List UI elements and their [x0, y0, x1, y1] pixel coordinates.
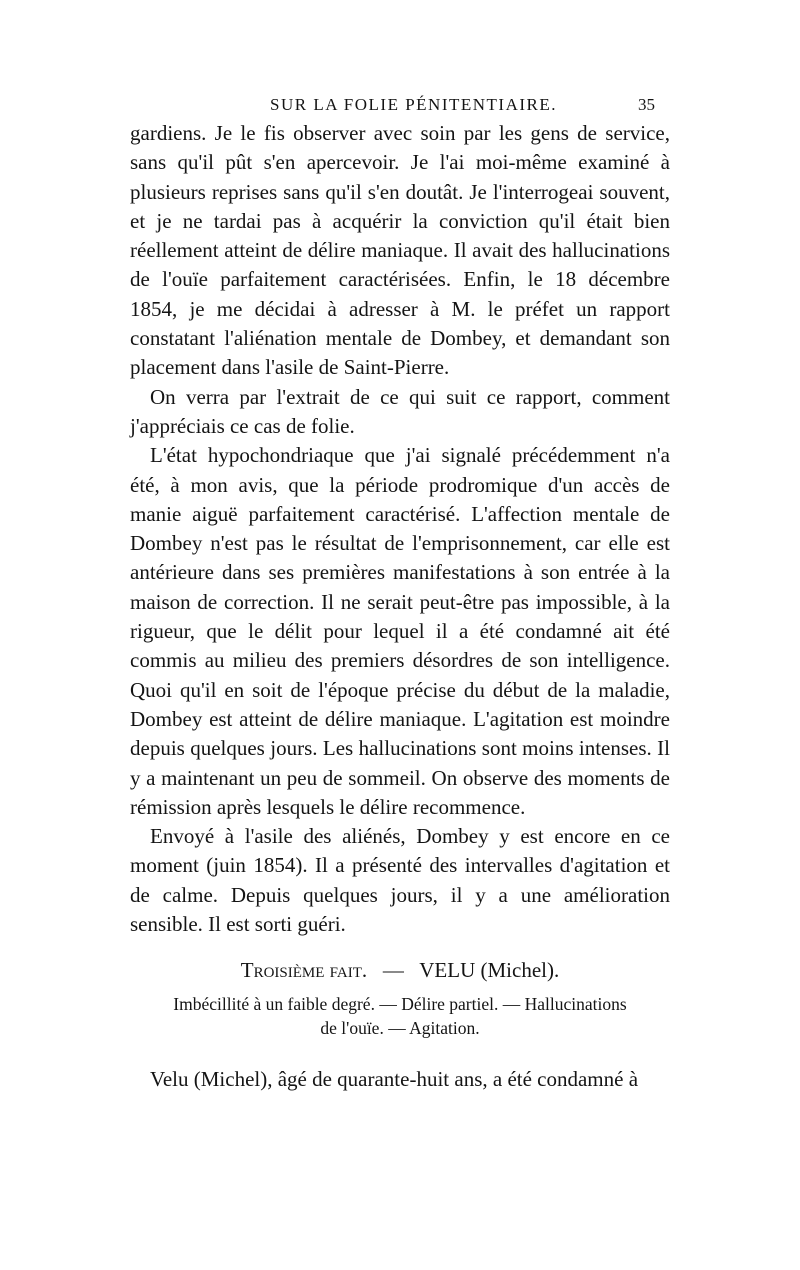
paragraph: L'état hypochondriaque que j'ai signalé précédemment n'a été, à mon avis, que la période prodromique d'un accès de manie aiguë parfaitement caractérisé. L'affection mentale de Dombey n'est pas le résultat de l'emprisonnement, car elle est antérieure dans ses premières manifestations à son entrée à la maison de correction. Il ne serait peut-être pas impossible, à la rigueur, que le délit pour lequel il a été condamné ait été commis au milieu des premiers désordres de son intelligence. Quoi qu'il en soit de l'époque précise du début de la maladie, Dombey est atteint de délire maniaque. L'agitation est moindre depuis quelques jours. Les hallucinations sont moins intenses. Il y a maintenant un peu de sommeil. On observe des moments de rémission après lesquels le délire recommence.: [130, 443, 670, 819]
summary-line: de l'ouïe. — Agitation.: [320, 1018, 480, 1038]
summary-line: Imbécillité à un faible degré. — Délire partiel. — Hallucinations: [173, 994, 627, 1014]
paragraph: Envoyé à l'asile des aliénés, Dombey y est encore en ce moment (juin 1854). Il a présenté des intervalles d'agitation et de calme. Depuis quelques jours, il y a une amélioration sensible. Il est sorti guéri.: [130, 824, 670, 937]
paragraph-start: Velu (Michel), âgé de quarante-huit ans, a été condamné à: [150, 1067, 639, 1091]
section-label: Troisième fait.: [240, 958, 368, 982]
section-separator: —: [382, 958, 404, 982]
paragraph: On verra par l'extrait de ce qui suit ce rapport, comment j'appréciais ce cas de folie.: [130, 384, 670, 438]
section-summary: [130, 992, 670, 1040]
paragraph-continued: gardiens. Je le fis observer avec soin par les gens de service, sans qu'il pût s'en apercevoir. Je l'ai moi-même examiné à plusieurs reprises sans qu'il s'en doutât. Je l'interrogeai souvent, et je ne tardai pas à acquérir la conviction qu'il était bien réellement atteint de délire maniaque. Il avait des hallucinations de l'ouïe parfaitement caractérisées. Enfin, le 18 décembre 1854, je me décidai à adresser à M. le préfet un rapport constatant l'aliénation mentale de Dombey, et demandant son placement dans l'asile de Saint-Pierre.: [130, 121, 670, 380]
page-number: 35: [638, 95, 655, 114]
page-header: [230, 95, 655, 119]
section-name: VELU (Michel).: [419, 958, 560, 982]
body-text: [130, 119, 670, 939]
section-heading: [130, 957, 670, 983]
running-title: SUR LA FOLIE PÉNITENTIAIRE.: [270, 95, 557, 114]
